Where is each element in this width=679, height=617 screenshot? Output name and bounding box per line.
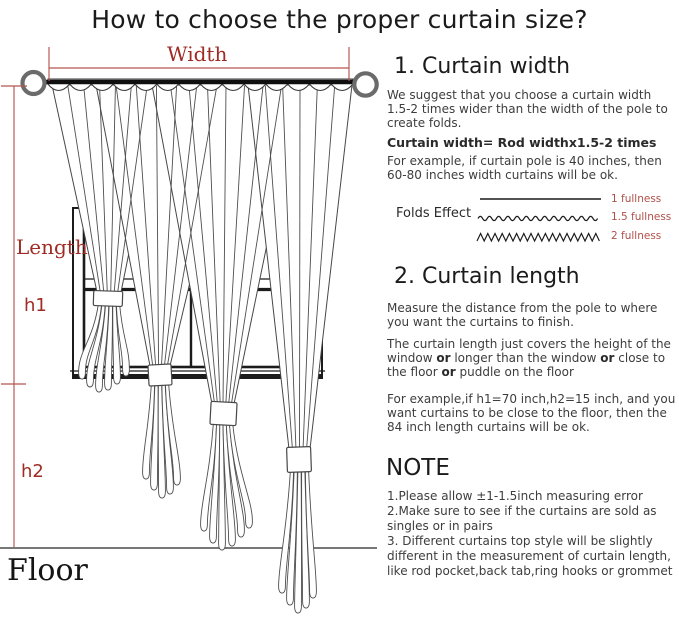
curtain-width-formula: Curtain width= Rod widthx1.5-2 times — [387, 135, 657, 150]
note-item-2: 2.Make sure to see if the curtains are sold as singles or in pairs — [387, 504, 657, 533]
note-list — [387, 489, 679, 579]
tieback-band — [93, 290, 123, 306]
tieback-band — [287, 447, 312, 473]
rod-finial-ring-left — [23, 72, 45, 94]
fullness-2-label: 2 fullness — [611, 230, 662, 242]
h1-dimension-label: h1 — [24, 295, 47, 316]
folds-effect-label: Folds Effect — [396, 206, 472, 221]
curtain-length-paragraph-1: Measure the distance from the pole to where you want the curtains to finish. — [387, 301, 658, 329]
note-item-3: 3. Different curtains top style will be slightly different in the measurement of curtain length, like rod pocket,back tab,ring hooks or grommet — [387, 534, 673, 578]
note-heading: NOTE — [386, 455, 450, 481]
wavy-line — [478, 216, 598, 220]
section-heading-curtain-length: 2. Curtain length — [394, 264, 580, 289]
curtain-length-paragraph-2: The curtain length just covers the height of the window or longer than the window or close to the floor or puddle on the floor — [387, 337, 671, 379]
floor-label: Floor — [7, 553, 88, 588]
zigzag-line — [477, 234, 599, 242]
curtain-width-example: For example, if curtain pole is 40 inches, then 60-80 inches width curtains will be ok. — [387, 154, 662, 182]
folds-effect-lines — [477, 199, 601, 241]
tieback-band — [148, 364, 172, 386]
note-item-1: 1.Please allow ±1-1.5inch measuring error — [387, 489, 643, 503]
curtain-length-example: For example,if h1=70 inch,h2=15 inch, and you want curtains to be close to the floor, then the 84 inch length curtains will be ok. — [387, 392, 676, 434]
fullness-1-5-label: 1.5 fullness — [611, 211, 672, 223]
page-title: How to choose the proper curtain size? — [91, 5, 588, 34]
fullness-1-label: 1 fullness — [611, 193, 662, 205]
width-dimension-label: Width — [167, 42, 228, 66]
curtain-width-paragraph: We suggest that you choose a curtain width 1.5-2 times wider than the width of the pole to create folds. — [387, 88, 668, 130]
length-dimension-label: Length — [16, 235, 88, 259]
curtain-panels — [52, 85, 352, 449]
h2-dimension-label: h2 — [21, 461, 44, 482]
rod-finial-ring-right — [354, 73, 376, 95]
tieback-band — [210, 401, 237, 425]
section-heading-curtain-width: 1. Curtain width — [394, 54, 571, 79]
